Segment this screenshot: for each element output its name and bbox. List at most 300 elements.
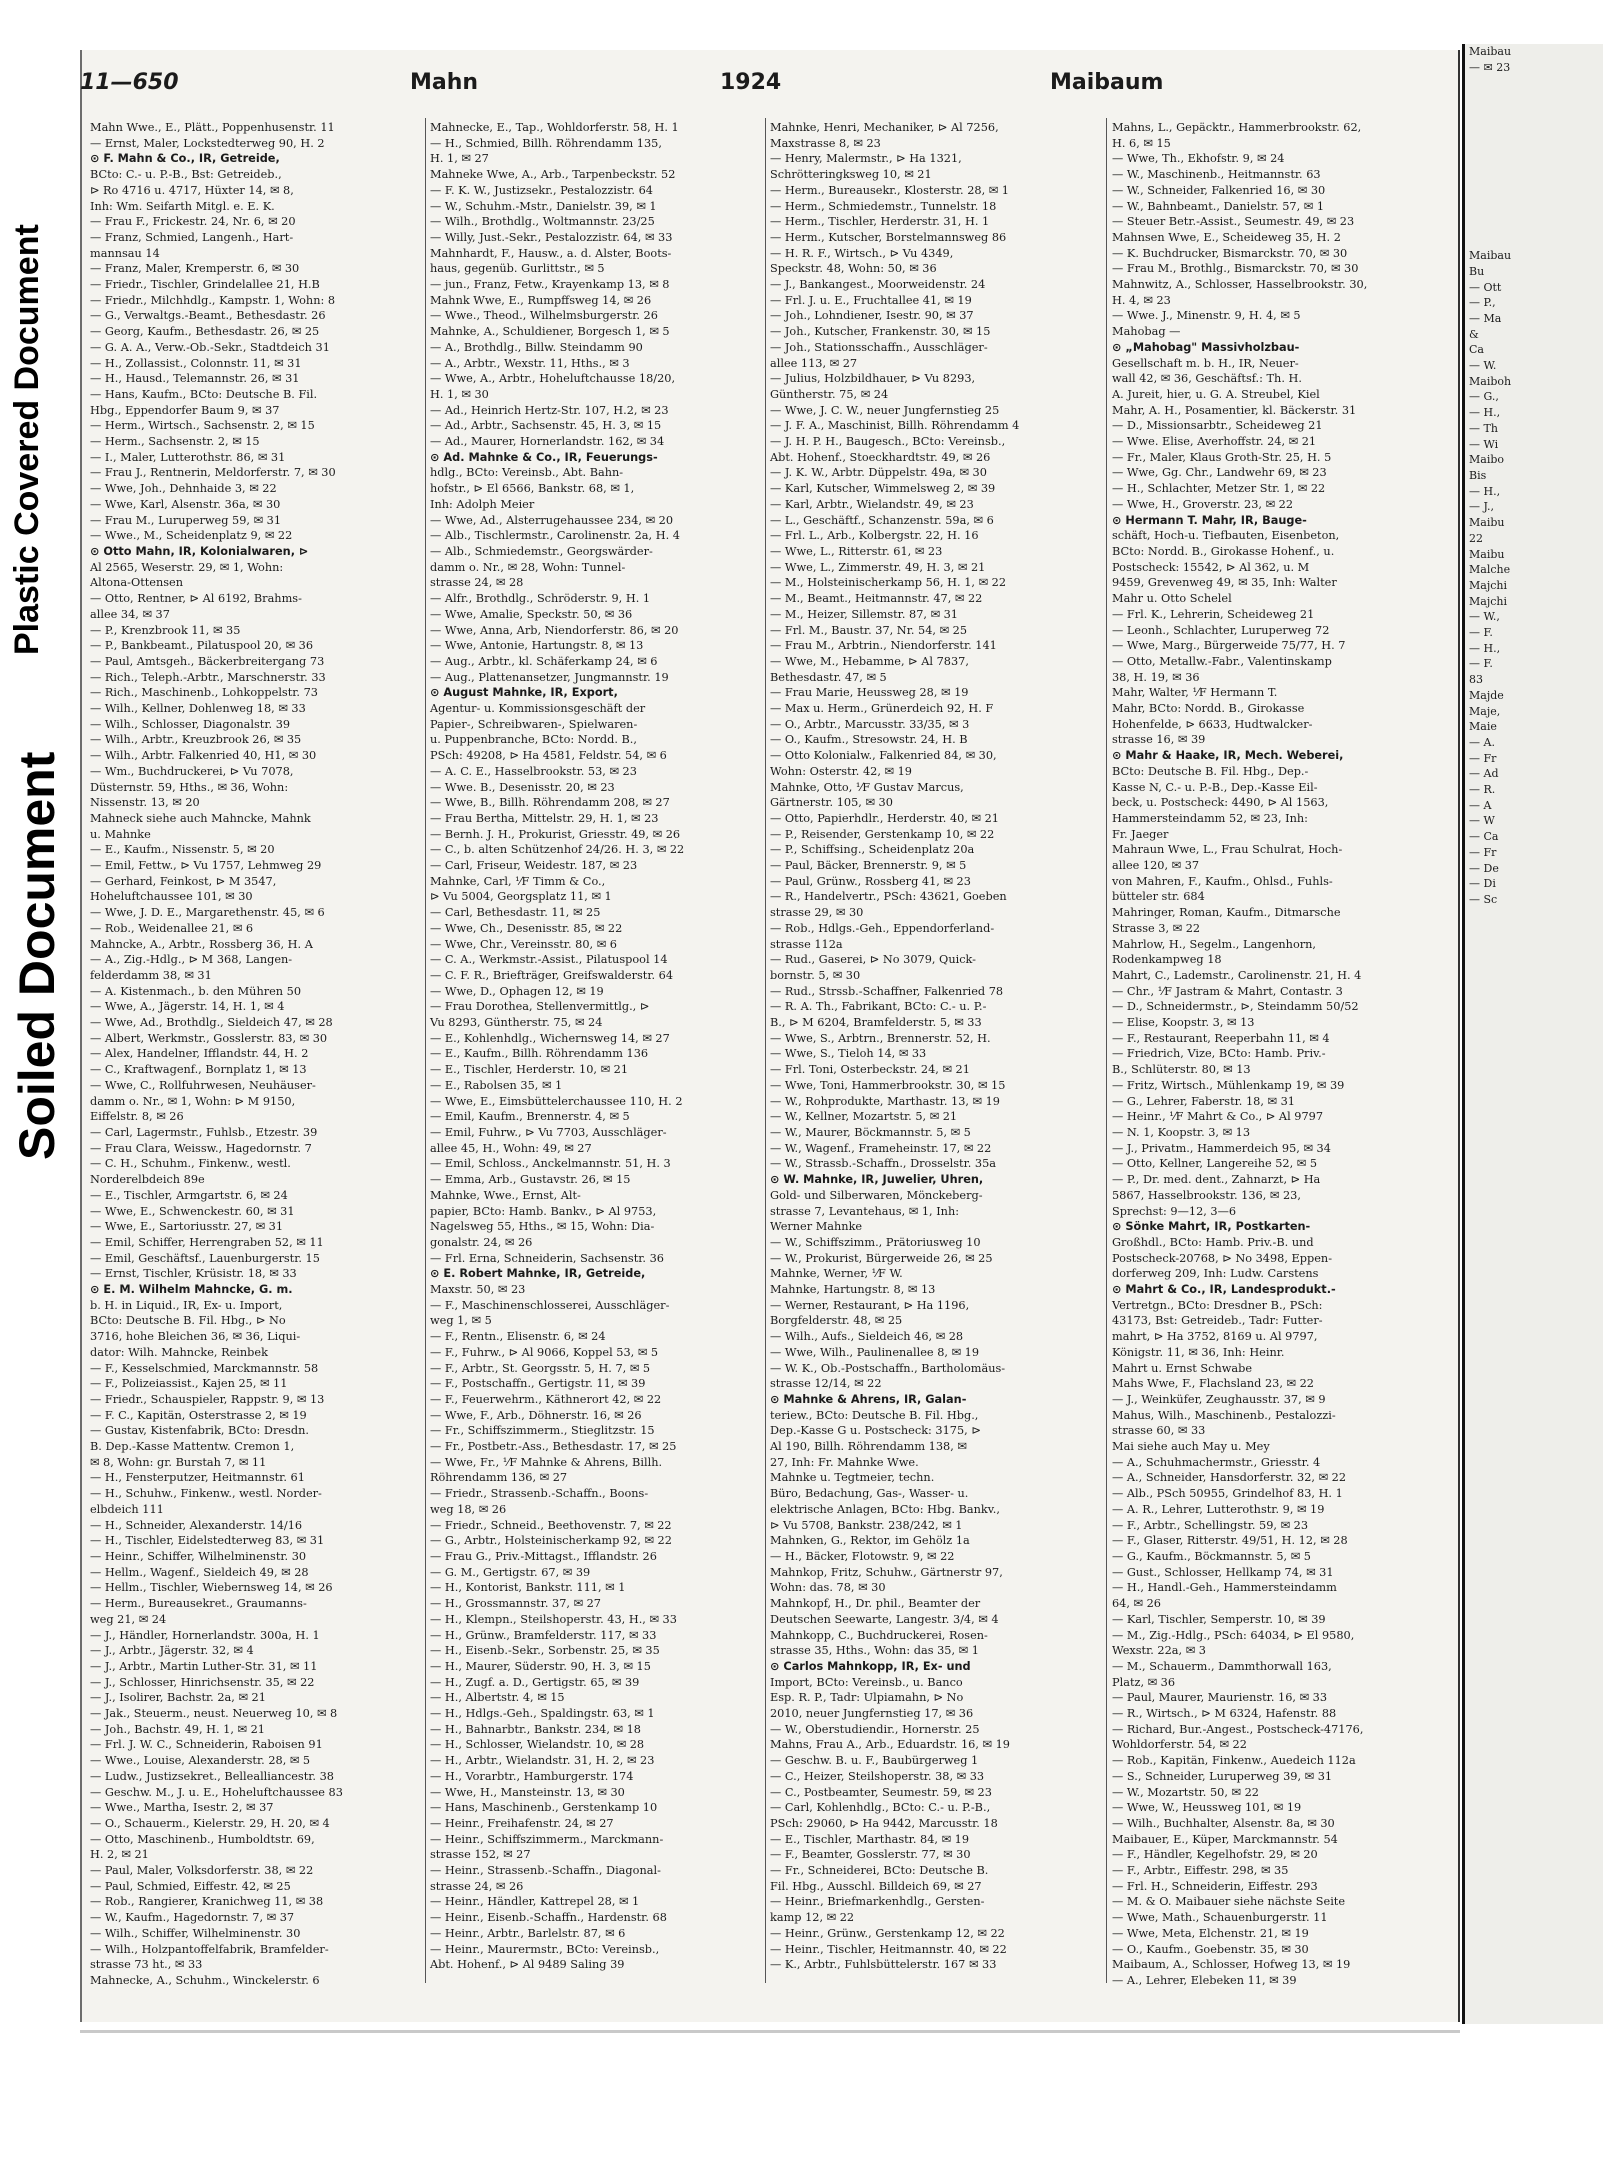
directory-entry-line: Mahneke Wwe, A., Arb., Tarpenbeckstr. 52 (430, 168, 676, 182)
fragment-line: Maibau (1469, 249, 1512, 263)
fragment-line: — Ma (1469, 311, 1502, 325)
fragment-line: — W. (1469, 359, 1497, 373)
fragment-line (1465, 138, 1603, 154)
directory-entry-line: ⊙ Otto Mahn, IR, Kolonialwaren, ⊳ (90, 544, 309, 558)
directory-entry-line: — Fr., Schneiderei, BCto: Deutsche B. (770, 1864, 989, 1878)
directory-entry-line: Altona-Ottensen (90, 576, 184, 590)
directory-entry-line: allee 113, ✉ 27 (770, 356, 858, 370)
directory-entry-line: — Geschw. M., J. u. E., Hoheluftchaussee 83 (90, 1785, 343, 1799)
directory-entry-line: — Franz, Schmied, Langenh., Hart- (90, 230, 294, 244)
directory-entry-line: Fr. Jaeger (1112, 827, 1169, 841)
directory-entry-line: — Georg, Kaufm., Bethesdastr. 26, ✉ 25 (90, 325, 320, 339)
page-edge (1458, 50, 1460, 2022)
directory-entry-line: B., Schlüterstr. 80, ✉ 13 (1112, 1063, 1251, 1077)
directory-entry-line: hofstr., ⊳ El 6566, Bankstr. 68, ✉ 1, (430, 482, 635, 496)
directory-entry-line: Hammersteindamm 52, ✉ 23, Inh: (1112, 811, 1308, 825)
directory-entry-line: — M., Holsteinischerkamp 56, H. 1, ✉ 22 (770, 576, 1007, 590)
directory-entry-line: — Wwe. B., Desenisstr. 20, ✉ 23 (430, 780, 615, 794)
directory-entry-line: — O., Kaufm., Stresowstr. 24, H. B (770, 733, 968, 747)
directory-entry-line: — K., Arbtr., Fuhlsbüttelerstr. 167 ✉ 33 (770, 1958, 997, 1972)
directory-entry-line: Gesellschaft m. b. H., IR, Neuer- (1112, 356, 1299, 370)
directory-entry-line: — Bernh. J. H., Prokurist, Griesstr. 49, ✉ 26 (430, 827, 681, 841)
directory-entry-line: — Heinr., Arbtr., Barlelstr. 87, ✉ 6 (430, 1926, 626, 1940)
fragment-line: Malche (1469, 563, 1511, 577)
directory-entry-line: weg 18, ✉ 26 (430, 1502, 507, 1516)
directory-entry-line: Mahns, Frau A., Arb., Eduardstr. 16, ✉ 19 (770, 1738, 1010, 1752)
directory-entry-line: — O., Schauerm., Kielerstr. 29, H. 20, ✉ 4 (90, 1816, 330, 1830)
fragment-line: Maibo (1469, 453, 1505, 467)
directory-entry-line: — F., Glaser, Ritterstr. 49/51, H. 12, ✉ 28 (1112, 1534, 1348, 1548)
directory-entry-line: felderdamm 38, ✉ 31 (90, 968, 212, 982)
directory-entry-line: — H., Hdlgs.-Geh., Spaldingstr. 63, ✉ 1 (430, 1707, 655, 1721)
directory-entry-line: — Wilh., Buchhalter, Alsenstr. 8a, ✉ 30 (1112, 1816, 1335, 1830)
directory-entry-line: — Paul, Bäcker, Brennerstr. 9, ✉ 5 (770, 859, 967, 873)
directory-entry-line: — Wilh., Kellner, Dohlenweg 18, ✉ 33 (90, 702, 306, 716)
fragment-line: — A (1469, 798, 1492, 812)
directory-entry-line: — W., Kellner, Mozartstr. 5, ✉ 21 (770, 1110, 958, 1124)
directory-entry-line: — Frau J., Rentnerin, Meldorferstr. 7, ✉ 30 (90, 466, 336, 480)
directory-entry-line: — Emma, Arb., Gustavstr. 26, ✉ 15 (430, 1173, 631, 1187)
directory-entry-line: Deutschen Seewarte, Langestr. 3/4, ✉ 4 (770, 1612, 999, 1626)
directory-entry-line: damm o. Nr., ✉ 28, Wohn: Tunnel- (430, 560, 626, 574)
directory-entry-line: — M. & O. Maibauer siehe nächste Seite (1112, 1895, 1346, 1909)
directory-entry-line: Mahnecke, A., Schuhm., Winckelerstr. 6 (90, 1973, 320, 1987)
directory-entry-line: — E., Kaufm., Nissenstr. 5, ✉ 20 (90, 843, 275, 857)
directory-entry-line: strasse 24, ✉ 26 (430, 1879, 524, 1893)
directory-entry-line: — F. K. W., Justizsekr., Pestalozzistr. 64 (430, 183, 653, 197)
directory-entry-line: — W., Schiffszimm., Prätoriusweg 10 (770, 1235, 981, 1249)
directory-entry-line: — A. Kistenmach., b. den Mühren 50 (90, 984, 302, 998)
directory-entry-line: — F. C., Kapitän, Osterstrasse 2, ✉ 19 (90, 1408, 307, 1422)
directory-entry-line: Rodenkampweg 18 (1112, 953, 1222, 967)
directory-entry-line: — Wwe, Meta, Elchenstr. 21, ✉ 19 (1112, 1926, 1309, 1940)
directory-entry-line: — F., Restaurant, Reeperbahn 11, ✉ 4 (1112, 1031, 1330, 1045)
directory-entry-line: — W., Schuhm.-Mstr., Danielstr. 39, ✉ 1 (430, 199, 657, 213)
directory-entry-line: — Richard, Bur.-Angest., Postscheck-47176, (1112, 1722, 1364, 1736)
directory-entry-line: — J. H. P. H., Baugesch., BCto: Vereinsb., (770, 435, 1006, 449)
directory-entry-line: — F., Arbtr., St. Georgsstr. 5, H. 7, ✉ 5 (430, 1361, 651, 1375)
directory-entry-line: Mahnke, A., Schuldiener, Borgesch 1, ✉ 5 (430, 325, 670, 339)
directory-entry-line: allee 120, ✉ 37 (1112, 859, 1200, 873)
directory-entry-line: strasse 35, Hths., Wohn: das 35, ✉ 1 (770, 1644, 979, 1658)
directory-entry-line: — Friedr., Strassenb.-Schaffn., Boons- (430, 1487, 649, 1501)
directory-entry-line: — Joh., Kutscher, Frankenstr. 30, ✉ 15 (770, 325, 991, 339)
directory-entry-line: — G., Arbtr., Holsteinischerkamp 92, ✉ 22 (430, 1534, 672, 1548)
directory-entry-line: — F., Kesselschmied, Marckmannstr. 58 (90, 1361, 319, 1375)
directory-entry-line: — Gustav, Kistenfabrik, BCto: Dresdn. (90, 1424, 309, 1438)
directory-entry-line: — A., Lehrer, Elebeken 11, ✉ 39 (1112, 1973, 1297, 1987)
directory-entry-line: Güntherstr. 75, ✉ 24 (770, 387, 889, 401)
directory-entry-line: — Wwe, Math., Schauenburgerstr. 11 (1112, 1911, 1328, 1925)
directory-entry-line: Wohn: das. 78, ✉ 30 (770, 1581, 886, 1595)
directory-entry-line: wall 42, ✉ 36, Geschäftsf.: Th. H. (1112, 372, 1302, 386)
directory-entry-line: — Frl. J. u. E., Fruchtallee 41, ✉ 19 (770, 293, 972, 307)
directory-entry-line: Postscheck: 15542, ⊳ Al 362, u. M (1112, 560, 1310, 574)
directory-entry-line: Mahnk Wwe, E., Rumpffsweg 14, ✉ 26 (430, 293, 652, 307)
directory-entry-line: — G., Verwaltgs.-Beamt., Bethesdastr. 26 (90, 309, 326, 323)
directory-entry-line: — A., Arbtr., Wexstr. 11, Hths., ✉ 3 (430, 356, 630, 370)
directory-entry-line: Werner Mahnke (770, 1220, 863, 1234)
directory-entry-line: — Wwe, C., Rollfuhrwesen, Neuhäuser- (90, 1078, 316, 1092)
directory-entry-line: ⊙ Sönke Mahrt, IR, Postkarten- (1112, 1220, 1311, 1234)
fragment-line: — W., (1469, 610, 1500, 624)
fragment-line: — Th (1469, 421, 1498, 435)
directory-entry-line: — H., Schlosser, Wielandstr. 10, ✉ 28 (430, 1738, 645, 1752)
directory-entry-line: — Ernst, Tischler, Krüsistr. 18, ✉ 33 (90, 1267, 297, 1281)
fragment-line: Maibu (1469, 547, 1505, 561)
directory-entry-line: — Wwe, S., Arbtrn., Brennerstr. 52, H. (770, 1031, 991, 1045)
directory-entry-line: — R., Handelvertr., PSch: 43621, Goeben (770, 890, 1007, 904)
directory-entry-line: — Wwe, Gg. Chr., Landwehr 69, ✉ 23 (1112, 466, 1327, 480)
directory-entry-line: — Steuer Betr.-Assist., Seumestr. 49, ✉ 23 (1112, 215, 1355, 229)
directory-entry-line: ⊙ Carlos Mahnkopp, IR, Ex- und (770, 1659, 971, 1673)
directory-entry-line: — Rob., Hdlgs.-Geh., Eppendorferland- (770, 921, 995, 935)
directory-entry-line: — Ad., Arbtr., Sachsenstr. 45, H. 3, ✉ 15 (430, 419, 662, 433)
fragment-line: — Fr (1469, 845, 1497, 859)
directory-entry-line: Wohldorferstr. 54, ✉ 22 (1112, 1738, 1247, 1752)
directory-entry-line: — Paul, Maurer, Maurienstr. 16, ✉ 33 (1112, 1691, 1328, 1705)
directory-entry-line: — H. R. F., Wirtsch., ⊳ Vu 4349, (770, 246, 954, 260)
directory-entry-line: — Frau Dorothea, Stellenvermittlg., ⊳ (430, 1000, 650, 1014)
directory-entry-line: — J., Arbtr., Martin Luther-Str. 31, ✉ 11 (90, 1659, 318, 1673)
directory-entry-line: u. Mahnke (90, 827, 151, 841)
directory-entry-line: — F., Fuhrw., ⊳ Al 9066, Koppel 53, ✉ 5 (430, 1345, 659, 1359)
directory-entry-line: damm o. Nr., ✉ 1, Wohn: ⊳ M 9150, (90, 1094, 296, 1108)
directory-entry-line: — Wwe. J., Minenstr. 9, H. 4, ✉ 5 (1112, 309, 1301, 323)
directory-entry-line: — A., Schuhmachermstr., Griesstr. 4 (1112, 1455, 1321, 1469)
directory-entry-line: ⊙ Hermann T. Mahr, IR, Bauge- (1112, 513, 1307, 527)
directory-entry-line: H. 6, ✉ 15 (1112, 136, 1171, 150)
directory-entry-line: Mahnecke, E., Tap., Wohldorferstr. 58, H. 1 (430, 121, 679, 134)
fragment-line: — Sc (1469, 892, 1498, 906)
directory-entry-line: Mahncke, A., Arbtr., Rossberg 36, H. A (90, 937, 313, 951)
directory-entry-line: — Joh., Stationsschaffn., Ausschläger- (770, 340, 988, 354)
directory-entry-line: b. H. in Liquid., IR, Ex- u. Import, (90, 1298, 283, 1312)
directory-entry-line: — Wwe, Th., Ekhofstr. 9, ✉ 24 (1112, 152, 1285, 166)
directory-entry-line: — Wwe, D., Ophagen 12, ✉ 19 (430, 984, 604, 998)
directory-entry-line: — W., Kaufm., Hagedornstr. 7, ✉ 37 (90, 1911, 295, 1925)
directory-entry-line: — Wilh., Arbtr. Falkenried 40, H1, ✉ 30 (90, 749, 317, 763)
directory-entry-line: Fil. Hbg., Ausschl. Billdeich 69, ✉ 27 (770, 1879, 982, 1893)
directory-entry-line: — F., Händler, Kegelhofstr. 29, ✉ 20 (1112, 1848, 1318, 1862)
directory-entry-line: dator: Wilh. Mahncke, Reinbek (90, 1345, 268, 1359)
directory-entry-line: — Karl, Arbtr., Wielandstr. 49, ✉ 23 (770, 497, 974, 511)
directory-entry-line: Inh: Adolph Meier (430, 497, 535, 511)
directory-entry-line: — E., Tischler, Herderstr. 10, ✉ 21 (430, 1063, 629, 1077)
directory-entry-line: — Friedrich, Vize, BCto: Hamb. Priv.- (1112, 1047, 1326, 1061)
directory-entry-line: — W., Oberstudiendir., Hornerstr. 25 (770, 1722, 980, 1736)
directory-entry-line: Kasse N, C.- u. P.-B., Dep.-Kasse Eil- (1112, 780, 1318, 794)
directory-entry-line: — Rob., Kapitän, Finkenw., Auedeich 112a (1112, 1754, 1356, 1768)
directory-entry-line: — Frl. L., Arb., Kolbergstr. 22, H. 16 (770, 529, 979, 543)
directory-entry-line: — J., Arbtr., Jägerstr. 32, ✉ 4 (90, 1644, 254, 1658)
directory-entry-line: — H., Eisenb.-Sekr., Sorbenstr. 25, ✉ 35 (430, 1644, 660, 1658)
fragment-line: 83 (1469, 673, 1483, 687)
directory-entry-line: — Herm., Sachsenstr. 2, ✉ 15 (90, 435, 260, 449)
directory-entry-line: Mahnsen Wwe, E., Scheideweg 35, H. 2 (1112, 230, 1341, 244)
directory-entry-line: — Frau F., Frickestr. 24, Nr. 6, ✉ 20 (90, 215, 296, 229)
fragment-line: Maibu (1469, 516, 1505, 530)
directory-entry-line: — Hans, Kaufm., BCto: Deutsche B. Fil. (90, 387, 318, 401)
directory-entry-line: — C., Heizer, Steilshoperstr. 38, ✉ 33 (770, 1769, 985, 1783)
directory-entry-line: — H., Zollassist., Colonnstr. 11, ✉ 31 (90, 356, 302, 370)
directory-entry-line: — Alb., PSch 50955, Grindelhof 83, H. 1 (1112, 1487, 1343, 1501)
directory-entry-line: — F., Arbtr., Schellingstr. 59, ✉ 23 (1112, 1518, 1309, 1532)
directory-entry-line: ⊳ Vu 5004, Georgsplatz 11, ✉ 1 (430, 890, 612, 904)
directory-entry-line: — Wwe, E., Eimsbüttelerchaussee 110, H. 2 (430, 1094, 683, 1108)
directory-entry-line: Mahneck siehe auch Mahncke, Mahnk (90, 811, 311, 825)
directory-entry-line: — I., Maler, Lutterothstr. 86, ✉ 31 (90, 450, 286, 464)
directory-entry-line: strasse 73 ht., ✉ 33 (90, 1958, 203, 1972)
fragment-line: — H., (1469, 406, 1501, 420)
fragment-line: Majchi (1469, 578, 1507, 592)
directory-column-3 (770, 120, 1100, 1980)
directory-entry-line: — Frl. K., Lehrerin, Scheideweg 21 (1112, 607, 1315, 621)
directory-entry-line: — Wwe, Marg., Bürgerweide 75/77, H. 7 (1112, 639, 1346, 653)
directory-entry-line: — Emil, Schloss., Anckelmannstr. 51, H. 3 (430, 1157, 671, 1171)
directory-entry-line: — Willy, Just.-Sekr., Pestalozzistr. 64, ✉ 33 (430, 230, 673, 244)
directory-entry-line: Mahnwitz, A., Schlosser, Hasselbrookstr. 30, (1112, 278, 1368, 292)
directory-entry-line: — P., Reisender, Gerstenkamp 10, ✉ 22 (770, 827, 995, 841)
directory-entry-line: — Frl. J. W. C., Schneiderin, Raboisen 91 (90, 1738, 323, 1752)
directory-column-1 (90, 120, 420, 1987)
directory-entry-line: Maxstr. 50, ✉ 23 (430, 1283, 526, 1297)
directory-entry-line: — Henry, Malermstr., ⊳ Ha 1321, (770, 152, 962, 166)
directory-entry-line: — Alb., Schmiedemstr., Georgswärder- (430, 544, 653, 558)
directory-entry-line: — Wwe, Wilh., Paulinenallee 8, ✉ 19 (770, 1345, 980, 1359)
fragment-line: Ca (1469, 343, 1484, 357)
fragment-line: & (1469, 327, 1479, 341)
directory-entry-line: 38, H. 19, ✉ 36 (1112, 670, 1200, 684)
fragment-line (1465, 91, 1603, 107)
directory-entry-line: — H., Schneider, Alexanderstr. 14/16 (90, 1518, 303, 1532)
directory-entry-line: — Joh., Bachstr. 49, H. 1, ✉ 21 (90, 1722, 265, 1736)
directory-entry-line: — Wwe, W., Heussweg 101, ✉ 19 (1112, 1801, 1302, 1815)
directory-entry-line: — Frau Clara, Weissw., Hagedornstr. 7 (90, 1141, 312, 1155)
directory-entry-line: — Wwe, Ch., Desenisstr. 85, ✉ 22 (430, 921, 623, 935)
directory-entry-line: Borgfelderstr. 48, ✉ 25 (770, 1314, 903, 1328)
directory-entry-line: — Emil, Fettw., ⊳ Vu 1757, Lehmweg 29 (90, 859, 322, 873)
directory-entry-line: — Wwe, A., Arbtr., Hoheluftchausse 18/20, (430, 372, 676, 386)
directory-entry-line: — E., Tischler, Armgartstr. 6, ✉ 24 (90, 1188, 288, 1202)
directory-entry-line: kamp 12, ✉ 22 (770, 1911, 855, 1925)
directory-entry-line: — S., Schneider, Luruperweg 39, ✉ 31 (1112, 1769, 1333, 1783)
directory-entry-line: — W., Wagenf., Frameheinstr. 17, ✉ 22 (770, 1141, 992, 1155)
directory-entry-line: — M., Beamt., Heitmannstr. 47, ✉ 22 (770, 592, 983, 606)
directory-entry-line: — Carl, Kohlenhdlg., BCto: C.- u. P.-B., (770, 1801, 991, 1815)
directory-entry-line: Mahr, A. H., Posamentier, kl. Bäckerstr. 31 (1112, 403, 1357, 417)
directory-entry-line: — F., Arbtr., Eiffestr. 298, ✉ 35 (1112, 1864, 1289, 1878)
directory-entry-line: — Wilh., Schiffer, Wilhelminenstr. 30 (90, 1926, 301, 1940)
header-last-entry: Maibaum (1050, 70, 1164, 95)
directory-entry-line: — H., Bäcker, Flotowstr. 9, ✉ 22 (770, 1549, 955, 1563)
directory-entry-line: — W., Mozartstr. 50, ✉ 22 (1112, 1785, 1259, 1799)
directory-entry-line: gonalstr. 24, ✉ 26 (430, 1235, 533, 1249)
directory-entry-line: — R. A. Th., Fabrikant, BCto: C.- u. P.- (770, 1000, 987, 1014)
page-header (80, 70, 1370, 110)
directory-entry-line: — Karl, Tischler, Semperstr. 10, ✉ 39 (1112, 1612, 1326, 1626)
fragment-line: Maje, (1469, 704, 1501, 718)
directory-entry-line: — W., Strassb.-Schaffn., Drosselstr. 35a (770, 1157, 997, 1171)
directory-entry-line: — M., Schauerm., Dammthorwall 163, (1112, 1659, 1332, 1673)
directory-entry-line: Mahns, L., Gepäcktr., Hammerbrookstr. 62, (1112, 121, 1362, 134)
directory-entry-line: — Rich., Teleph.-Arbtr., Marschnerstr. 33 (90, 670, 326, 684)
directory-entry-line: 64, ✉ 26 (1112, 1597, 1161, 1611)
directory-entry-line: Nissenstr. 13, ✉ 20 (90, 796, 200, 810)
directory-entry-line: — Ad., Maurer, Hornerlandstr. 162, ✉ 34 (430, 435, 665, 449)
directory-entry-line: — O., Kaufm., Goebenstr. 35, ✉ 30 (1112, 1942, 1309, 1956)
directory-entry-line: strasse 152, ✉ 27 (430, 1848, 531, 1862)
directory-entry-line: — Wwe., Martha, Isestr. 2, ✉ 37 (90, 1801, 274, 1815)
directory-entry-line: — H., Hausd., Telemannstr. 26, ✉ 31 (90, 372, 300, 386)
directory-entry-line: — Joh., Lohndiener, Isestr. 90, ✉ 37 (770, 309, 974, 323)
fragment-line: — W (1469, 814, 1495, 828)
directory-entry-line: Esp. R. P., Tadr: Ulpiamahn, ⊳ No (770, 1691, 964, 1705)
directory-entry-line: Wexstr. 22a, ✉ 3 (1112, 1644, 1206, 1658)
directory-entry-line: haus, gegenüb. Gurlittstr., ✉ 5 (430, 262, 605, 276)
directory-entry-line: — Wwe, Fr., ⅟F Mahnke & Ahrens, Billh. (430, 1455, 663, 1469)
fragment-line: — H., (1469, 641, 1501, 655)
directory-entry-line: Wohn: Osterstr. 42, ✉ 19 (770, 764, 912, 778)
directory-entry-line: Maibaum, A., Schlosser, Hofweg 13, ✉ 19 (1112, 1958, 1351, 1972)
directory-entry-line: — Heinr., Händler, Kattrepel 28, ✉ 1 (430, 1895, 640, 1909)
directory-entry-line: — Rud., Strssb.-Schaffner, Falkenried 78 (770, 984, 1004, 998)
directory-entry-line: BCto: Deutsche B. Fil. Hbg., ⊳ No (90, 1314, 286, 1328)
directory-entry-line: — H., Maurer, Süderstr. 90, H. 3, ✉ 15 (430, 1659, 651, 1673)
directory-entry-line: — Heinr., Maurermstr., BCto: Vereinsb., (430, 1942, 660, 1956)
directory-entry-line: — Herm., Schmiedemstr., Tunnelstr. 18 (770, 199, 997, 213)
plastic-covered-label: Plastic Covered Document (8, 224, 46, 655)
directory-entry-line: ⊙ „Mahobag" Massivholzbau- (1112, 340, 1300, 354)
directory-entry-line: Mahnke, Wwe., Ernst, Alt- (430, 1188, 581, 1202)
directory-entry-line: Mahr, Walter, ⅟F Hermann T. (1112, 686, 1278, 700)
directory-entry-line: — H., Fensterputzer, Heitmannstr. 61 (90, 1471, 305, 1485)
directory-entry-line: Hoheluftchaussee 101, ✉ 30 (90, 890, 253, 904)
directory-entry-line: allee 34, ✉ 37 (90, 607, 170, 621)
directory-entry-line: Mahraun Wwe, L., Frau Schulrat, Hoch- (1112, 843, 1343, 857)
directory-entry-line: — J. K. W., Arbtr. Düppelstr. 49a, ✉ 30 (770, 466, 987, 480)
directory-entry-line: — H., Bahnarbtr., Bankstr. 234, ✉ 18 (430, 1722, 641, 1736)
directory-entry-line: — Wwe, F., Arb., Döhnerstr. 16, ✉ 26 (430, 1408, 642, 1422)
directory-entry-line: — C., b. alten Schützenhof 24/26. H. 3, ✉ 22 (430, 843, 685, 857)
directory-entry-line: — H., Arbtr., Wielandstr. 31, H. 2, ✉ 23 (430, 1754, 655, 1768)
directory-entry-line: — Fritz, Wirtsch., Mühlenkamp 19, ✉ 39 (1112, 1078, 1345, 1092)
directory-entry-line: Eiffelstr. 8, ✉ 26 (90, 1110, 184, 1124)
directory-entry-line: dorferweg 209, Inh: Ludw. Carstens (1112, 1267, 1319, 1281)
directory-entry-line: A. Jureit, hier, u. G. A. Streubel, Kiel (1112, 387, 1320, 401)
directory-entry-line: — Hellm., Wagenf., Sieldeich 49, ✉ 28 (90, 1565, 309, 1579)
fragment-line: — G., (1469, 390, 1499, 404)
directory-entry-line: — W., Maurer, Böckmannstr. 5, ✉ 5 (770, 1126, 971, 1139)
directory-entry-line: Mahs Wwe, F., Flachsland 23, ✉ 22 (1112, 1377, 1314, 1391)
directory-entry-line: — F., Maschinenschlosserei, Ausschläger- (430, 1298, 670, 1312)
directory-entry-line: Abt. Hohenf., ⊳ Al 9489 Saling 39 (430, 1958, 625, 1972)
directory-entry-line: Mahus, Wilh., Maschinenb., Pestalozzi- (1112, 1408, 1336, 1422)
directory-entry-line: — Emil, Kaufm., Brennerstr. 4, ✉ 5 (430, 1110, 630, 1124)
directory-entry-line: Mahnkopf, H., Dr. phil., Beamter der (770, 1597, 981, 1611)
directory-entry-line: — Emil, Fuhrw., ⊳ Vu 7703, Ausschläger- (430, 1126, 667, 1139)
directory-entry-line: mannsau 14 (90, 246, 160, 260)
fragment-line: — Ott (1469, 280, 1502, 294)
directory-entry-line: ⊙ E. M. Wilhelm Mahncke, G. m. (90, 1283, 293, 1297)
directory-entry-line: H. 1, ✉ 30 (430, 387, 489, 401)
directory-entry-line: Sprechst: 9—12, 3—6 (1112, 1204, 1237, 1218)
directory-entry-line: — Paul, Grünw., Rossberg 41, ✉ 23 (770, 874, 971, 888)
directory-entry-line: — Herm., Bureausekret., Graumanns- (90, 1597, 307, 1611)
directory-entry-line: — A. C. E., Hasselbrookstr. 53, ✉ 23 (430, 764, 637, 778)
directory-entry-line: — Frl. Toni, Osterbeckstr. 24, ✉ 21 (770, 1063, 970, 1077)
directory-entry-line: — Otto, Metallw.-Fabr., Valentinskamp (1112, 654, 1332, 668)
directory-entry-line: — Frl. Erna, Schneiderin, Sachsenstr. 36 (430, 1251, 664, 1265)
directory-entry-line: — Wwe, B., Billh. Röhrendamm 208, ✉ 27 (430, 796, 670, 810)
directory-entry-line: — Fr., Maler, Klaus Groth-Str. 25, H. 5 (1112, 450, 1332, 464)
directory-entry-line: — Rud., Gaserei, ⊳ No 3079, Quick- (770, 953, 977, 967)
fragment-line: — De (1469, 861, 1499, 875)
fragment-line: — R. (1469, 783, 1496, 797)
directory-entry-line: — J., Privatm., Hammerdeich 95, ✉ 34 (1112, 1141, 1331, 1155)
directory-entry-line: — Friedr., Schneid., Beethovenstr. 7, ✉ 22 (430, 1518, 672, 1532)
directory-entry-line: ⊳ Ro 4716 u. 4717, Hüxter 14, ✉ 8, (90, 183, 294, 197)
directory-entry-line: — H., Kontorist, Bankstr. 111, ✉ 1 (430, 1581, 626, 1595)
directory-entry-line: — Wwe. Elise, Averhoffstr. 24, ✉ 21 (1112, 435, 1317, 449)
directory-entry-line: — E., Kaufm., Billh. Röhrendamm 136 (430, 1047, 649, 1061)
directory-entry-line: — Wwe., M., Scheidenplatz 9, ✉ 22 (90, 529, 293, 543)
directory-entry-line: — Ad., Heinrich Hertz-Str. 107, H.2, ✉ 23 (430, 403, 669, 417)
directory-entry-line: — Wwe, A., Jägerstr. 14, H. 1, ✉ 4 (90, 1000, 285, 1014)
directory-entry-line: — R., Wirtsch., ⊳ M 6324, Hafenstr. 88 (1112, 1707, 1337, 1721)
directory-entry-line: — H., Zugf. a. D., Gertigstr. 65, ✉ 39 (430, 1675, 640, 1689)
directory-entry-line: — Frl. H., Schneiderin, Eiffestr. 293 (1112, 1879, 1318, 1893)
directory-entry-line: Vu 8293, Güntherstr. 75, ✉ 24 (430, 1016, 603, 1030)
fragment-line: — ✉ 23 (1469, 60, 1511, 74)
directory-entry-line: Speckstr. 48, Wohn: 50, ✉ 36 (770, 262, 937, 276)
fragment-line (1465, 75, 1603, 91)
directory-entry-line: strasse 112a (770, 937, 843, 951)
directory-entry-line: H. 4, ✉ 23 (1112, 293, 1171, 307)
directory-entry-line: — Ernst, Maler, Lockstedterweg 90, H. 2 (90, 136, 325, 150)
directory-entry-line: Strasse 3, ✉ 22 (1112, 921, 1201, 935)
directory-entry-line: — Heinr., Tischler, Heitmannstr. 40, ✉ 22 (770, 1942, 1007, 1956)
directory-entry-line: Mahrt, C., Lademstr., Carolinenstr. 21, H. 4 (1112, 968, 1362, 982)
directory-entry-line: — Herm., Tischler, Herderstr. 31, H. 1 (770, 215, 990, 229)
directory-entry-line: H. 1, ✉ 27 (430, 152, 489, 166)
adjacent-page-fragment (1462, 44, 1603, 2024)
directory-entry-line: — C., Postbeamter, Seumestr. 59, ✉ 23 (770, 1785, 992, 1799)
directory-entry-line: weg 1, ✉ 5 (430, 1314, 492, 1328)
directory-entry-line: Mahrt u. Ernst Schwabe (1112, 1361, 1253, 1375)
directory-entry-line: elbdeich 111 (90, 1502, 164, 1516)
directory-entry-line: — G. A. A., Verw.-Ob.-Sekr., Stadtdeich 31 (90, 340, 330, 354)
fragment-line (1465, 217, 1603, 233)
directory-entry-line: — Heinr., Grünw., Gerstenkamp 12, ✉ 22 (770, 1926, 1005, 1940)
directory-entry-line: — F., Polizeiassist., Kajen 25, ✉ 11 (90, 1377, 288, 1391)
directory-entry-line: — P., Schiffsing., Scheidenplatz 20a (770, 843, 975, 857)
directory-entry-line: strasse 7, Levantehaus, ✉ 1, Inh: (770, 1204, 960, 1218)
directory-entry-line: — Carl, Lagermstr., Fuhlsb., Etzestr. 39 (90, 1126, 318, 1139)
directory-entry-line: — Fr., Postbetr.-Ass., Bethesdastr. 17, ✉ 25 (430, 1440, 677, 1454)
directory-entry-line: Schrötteringksweg 10, ✉ 21 (770, 168, 932, 182)
directory-entry-line: Großhdl., BCto: Hamb. Priv.-B. und (1112, 1235, 1314, 1249)
directory-entry-line: ⊙ W. Mahnke, IR, Juwelier, Uhren, (770, 1173, 984, 1187)
directory-entry-line: — Jak., Steuerm., neust. Neuerweg 10, ✉ 8 (90, 1707, 338, 1721)
directory-entry-line: — Aug., Arbtr., kl. Schäferkamp 24, ✉ 6 (430, 654, 658, 668)
column-divider (765, 118, 766, 1983)
directory-entry-line: — A., Zig.-Hdlg., ⊳ M 368, Langen- (90, 953, 293, 967)
directory-entry-line: — Friedr., Schauspieler, Rappstr. 9, ✉ 13 (90, 1392, 325, 1406)
directory-entry-line: B., ⊳ M 6204, Bramfelderstr. 5, ✉ 33 (770, 1016, 982, 1030)
directory-entry-line: Maxstrasse 8, ✉ 23 (770, 136, 881, 150)
directory-entry-line: — Herm., Kutscher, Borstelmannsweg 86 (770, 230, 1007, 244)
